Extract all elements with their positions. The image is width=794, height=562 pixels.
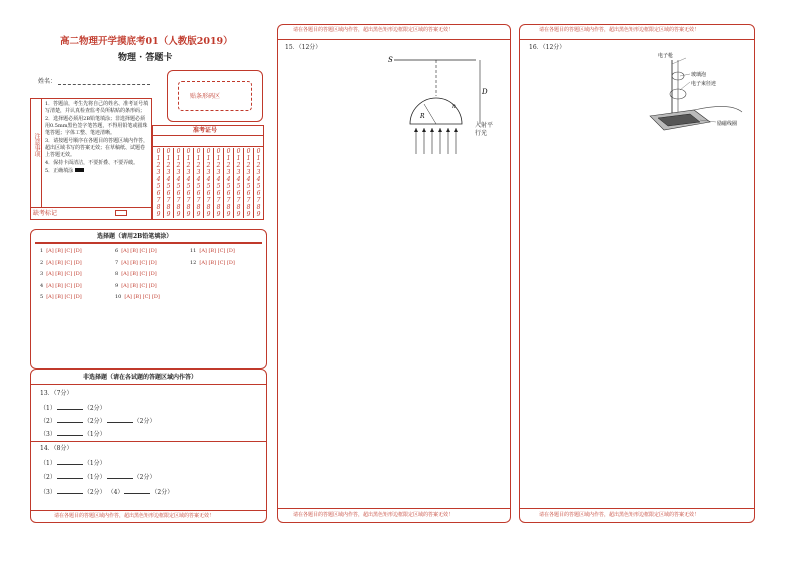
question-number: 12 (190, 259, 197, 266)
digit-bubble[interactable]: 5 (156, 183, 161, 190)
ticket-digit-column[interactable] (254, 148, 264, 218)
digit-bubble[interactable]: 5 (226, 183, 231, 190)
light-label: 入射平行光 (475, 122, 494, 137)
digit-bubble[interactable]: 9 (226, 211, 231, 218)
exam-title: 高二物理开学摸底考01（人教版2019） (60, 36, 233, 47)
digit-bubble[interactable]: 8 (256, 204, 261, 211)
digit-bubble[interactable]: 5 (206, 183, 211, 190)
choice-question[interactable] (115, 271, 157, 277)
digit-bubble[interactable]: 1 (156, 155, 161, 162)
answer-blank[interactable] (107, 417, 133, 423)
digit-bubble[interactable]: 3 (196, 169, 201, 176)
digit-bubble[interactable]: 6 (166, 190, 171, 197)
q15-diagram (380, 52, 500, 156)
digit-bubble[interactable]: 1 (166, 155, 171, 162)
digit-bubble[interactable]: 6 (156, 190, 161, 197)
digit-bubble[interactable]: 3 (216, 169, 221, 176)
digit-bubble[interactable]: 0 (176, 148, 181, 155)
option-bubbles[interactable]: [A] [B] [C] [D] (46, 248, 82, 254)
option-bubbles[interactable]: [A] [B] [C] [D] (124, 294, 160, 300)
digit-bubble[interactable]: 9 (196, 211, 201, 218)
ticket-digit-column[interactable] (194, 148, 204, 218)
digit-bubble[interactable]: 4 (256, 176, 261, 183)
answer-blank[interactable] (57, 488, 83, 494)
choice-question[interactable] (115, 283, 157, 289)
digit-bubble[interactable]: 1 (256, 155, 261, 162)
digit-bubble[interactable]: 4 (186, 176, 191, 183)
answer-blank[interactable] (57, 459, 83, 465)
digit-bubble[interactable]: 4 (206, 176, 211, 183)
choice-question[interactable] (40, 294, 82, 300)
digit-bubble[interactable]: 7 (156, 197, 161, 204)
digit-bubble[interactable]: 3 (156, 169, 161, 176)
option-bubbles[interactable]: [A] [B] [C] [D] (46, 282, 82, 289)
note-item: 4．保持卡面清洁，不要折叠、不要弄破。 (45, 160, 139, 166)
ticket-digit-column[interactable] (244, 148, 254, 218)
choice-question[interactable] (190, 248, 235, 254)
digit-bubble[interactable]: 7 (256, 197, 261, 204)
digit-bubble[interactable]: 6 (186, 190, 191, 197)
choice-header: 选择题（请用2B铅笔填涂） (97, 233, 173, 240)
digit-bubble[interactable]: 1 (216, 155, 221, 162)
question-number: 8 (115, 271, 119, 277)
option-bubbles[interactable]: [A] [B] [C] [D] (121, 259, 157, 266)
warning-text: 请在各题目的答题区域内作答，超出黑色矩形边框限定区域的答案无效！ (293, 27, 454, 33)
digit-bubble[interactable]: 8 (196, 204, 201, 211)
digit-bubble[interactable]: 3 (226, 169, 231, 176)
nonchoice-header: 非选择题（请在各试题的答题区域内作答） (83, 374, 198, 381)
question-number: 11 (190, 248, 197, 254)
digit-bubble[interactable]: 5 (236, 183, 241, 190)
question-number: 9 (115, 282, 119, 289)
answer-blank[interactable] (57, 404, 83, 410)
digit-bubble[interactable]: 5 (256, 183, 261, 190)
ticket-digit-column[interactable] (234, 148, 244, 218)
choice-question[interactable] (40, 260, 82, 266)
digit-bubble[interactable]: 8 (226, 204, 231, 211)
ticket-digit-column[interactable] (164, 148, 174, 218)
filled-mark-icon (75, 168, 84, 172)
note-item: 1．答题前，考生先将自己的姓名、准考证号填写清楚，并认真检查监考员所粘贴的条形码； (45, 101, 149, 114)
note-item: 2．选择题必须用2B铅笔填涂；非选择题必须用0.5mm黑色签字笔答题，不得用铅笔或圆珠笔答题；字体工整、笔迹清晰。 (45, 116, 148, 136)
digit-bubble[interactable]: 9 (166, 211, 171, 218)
digit-bubble[interactable]: 9 (256, 211, 261, 218)
q14-title: 14．（8分） (40, 445, 73, 452)
option-bubbles[interactable]: [A] [B] [C] [D] (121, 248, 157, 254)
digit-bubble[interactable]: 2 (176, 162, 181, 169)
digit-bubble[interactable]: 5 (196, 183, 201, 190)
digit-bubble[interactable]: 7 (186, 197, 191, 204)
ticket-digit-column[interactable] (224, 148, 234, 218)
digit-bubble[interactable]: 8 (166, 204, 171, 211)
digit-bubble[interactable]: 0 (206, 148, 211, 155)
choice-question[interactable] (190, 260, 235, 266)
digit-bubble[interactable]: 8 (206, 204, 211, 211)
digit-bubble[interactable]: 3 (246, 169, 251, 176)
choice-question[interactable] (40, 271, 82, 277)
digit-bubble[interactable]: 6 (226, 190, 231, 197)
choice-question[interactable] (40, 283, 82, 289)
digit-bubble[interactable]: 1 (196, 155, 201, 162)
digit-bubble[interactable]: 0 (236, 148, 241, 155)
note-item: 5．正确填涂 (45, 168, 149, 175)
digit-bubble[interactable]: 7 (176, 197, 181, 204)
digit-bubble[interactable]: 7 (216, 197, 221, 204)
digit-bubble[interactable]: 9 (236, 211, 241, 218)
digit-bubble[interactable]: 6 (246, 190, 251, 197)
digit-bubble[interactable]: 1 (246, 155, 251, 162)
digit-bubble[interactable]: 5 (186, 183, 191, 190)
label-R: R (420, 113, 425, 120)
digit-bubble[interactable]: 9 (156, 211, 161, 218)
option-bubbles[interactable]: [A] [B] [C] [D] (121, 282, 157, 289)
digit-bubble[interactable]: 5 (216, 183, 221, 190)
option-bubbles[interactable]: [A] [B] [C] [D] (46, 294, 82, 300)
digit-bubble[interactable]: 6 (216, 190, 221, 197)
digit-bubble[interactable]: 0 (246, 148, 251, 155)
warning-text: 请在各题目的答题区域内作答，超出黑色矩形边框限定区域的答案无效！ (54, 513, 215, 519)
label-n: n (452, 103, 456, 110)
answer-blank[interactable] (57, 430, 83, 436)
absent-checkbox[interactable] (115, 210, 127, 216)
digit-bubble[interactable]: 8 (176, 204, 181, 211)
notes-panel (30, 98, 152, 220)
digit-bubble[interactable]: 5 (246, 183, 251, 190)
question-number: 6 (115, 248, 119, 254)
question-number: 2 (40, 259, 44, 266)
label-beam: 电子束径迹 (691, 81, 717, 87)
choice-question[interactable] (115, 248, 157, 254)
digit-bubble[interactable]: 2 (236, 162, 241, 169)
ticket-digit-column[interactable] (184, 148, 194, 218)
digit-bubble[interactable]: 3 (176, 169, 181, 176)
digit-bubble[interactable]: 6 (176, 190, 181, 197)
absent-label: 缺考标记 (33, 210, 58, 217)
question-number: 3 (40, 271, 44, 277)
digit-bubble[interactable]: 1 (206, 155, 211, 162)
warning-text: 请在各题目的答题区域内作答，超出黑色矩形边框限定区域的答案无效！ (293, 512, 454, 518)
digit-bubble[interactable]: 8 (216, 204, 221, 211)
digit-bubble[interactable]: 9 (246, 211, 251, 218)
notes-side-label: 注意事项 (33, 133, 40, 157)
digit-bubble[interactable]: 3 (186, 169, 191, 176)
digit-bubble[interactable]: 6 (196, 190, 201, 197)
name-input[interactable] (58, 84, 150, 85)
digit-bubble[interactable]: 3 (256, 169, 261, 176)
digit-bubble[interactable]: 7 (246, 197, 251, 204)
barcode-area: 贴条形码区 (167, 70, 263, 122)
digit-bubble[interactable]: 8 (156, 204, 161, 211)
digit-bubble[interactable]: 8 (236, 204, 241, 211)
question-number: 1 (40, 248, 44, 254)
card-subtitle: 物理 · 答题卡 (118, 53, 173, 63)
digit-bubble[interactable]: 2 (256, 162, 261, 169)
option-bubbles[interactable]: [A] [B] [C] [D] (199, 259, 235, 266)
ticket-digit-column[interactable] (174, 148, 184, 218)
digit-bubble[interactable]: 2 (186, 162, 191, 169)
q15-title: 15．（12分） (285, 44, 322, 51)
digit-bubble[interactable]: 5 (176, 183, 181, 190)
digit-bubble[interactable]: 2 (156, 162, 161, 169)
digit-bubble[interactable]: 4 (226, 176, 231, 183)
digit-bubble[interactable]: 5 (166, 183, 171, 190)
digit-bubble[interactable]: 3 (206, 169, 211, 176)
option-bubbles[interactable]: [A] [B] [C] [D] (46, 271, 82, 277)
digit-bubble[interactable]: 0 (186, 148, 191, 155)
digit-bubble[interactable]: 8 (246, 204, 251, 211)
digit-bubble[interactable]: 0 (166, 148, 171, 155)
digit-bubble[interactable]: 8 (186, 204, 191, 211)
digit-bubble[interactable]: 7 (166, 197, 171, 204)
option-bubbles[interactable]: [A] [B] [C] [D] (121, 271, 157, 277)
warning-text: 请在各题目的答题区域内作答，超出黑色矩形边框限定区域的答案无效！ (539, 27, 700, 33)
digit-bubble[interactable]: 1 (236, 155, 241, 162)
digit-bubble[interactable]: 6 (236, 190, 241, 197)
digit-bubble[interactable]: 2 (246, 162, 251, 169)
digit-bubble[interactable]: 1 (176, 155, 181, 162)
digit-bubble[interactable]: 1 (226, 155, 231, 162)
question-number: 4 (40, 282, 44, 289)
digit-bubble[interactable]: 4 (176, 176, 181, 183)
digit-bubble[interactable]: 0 (156, 148, 161, 155)
digit-bubble[interactable]: 1 (186, 155, 191, 162)
digit-bubble[interactable]: 0 (216, 148, 221, 155)
digit-bubble[interactable]: 2 (166, 162, 171, 169)
label-ball: 玻璃泡 (691, 72, 707, 78)
digit-bubble[interactable]: 9 (176, 211, 181, 218)
digit-bubble[interactable]: 7 (196, 197, 201, 204)
option-bubbles[interactable]: [A] [B] [C] [D] (46, 259, 82, 266)
q16-title: 16．（12分） (529, 44, 566, 51)
digit-bubble[interactable]: 7 (206, 197, 211, 204)
digit-bubble[interactable]: 7 (226, 197, 231, 204)
ticket-digit-column[interactable] (204, 148, 214, 218)
digit-bubble[interactable]: 0 (196, 148, 201, 155)
label-gun: 电子枪 (658, 53, 674, 59)
answer-blank[interactable] (124, 488, 150, 494)
digit-bubble[interactable]: 9 (206, 211, 211, 218)
label-S: S (388, 56, 393, 64)
answer-blank[interactable] (107, 473, 133, 479)
question-number: 10 (115, 294, 122, 300)
answer-blank[interactable] (57, 417, 83, 423)
digit-bubble[interactable]: 4 (246, 176, 251, 183)
ticket-digit-column[interactable] (154, 148, 164, 218)
digit-bubble[interactable]: 4 (236, 176, 241, 183)
label-D: D (482, 88, 488, 96)
question-number: 7 (115, 259, 119, 266)
digit-bubble[interactable]: 2 (206, 162, 211, 169)
digit-bubble[interactable]: 4 (196, 176, 201, 183)
digit-bubble[interactable]: 3 (236, 169, 241, 176)
option-bubbles[interactable]: [A] [B] [C] [D] (199, 248, 235, 254)
digit-bubble[interactable]: 7 (236, 197, 241, 204)
digit-bubble[interactable]: 9 (186, 211, 191, 218)
digit-bubble[interactable]: 3 (166, 169, 171, 176)
digit-bubble[interactable]: 2 (196, 162, 201, 169)
ticket-digit-column[interactable] (214, 148, 224, 218)
answer-blank[interactable] (57, 473, 83, 479)
q13-title: 13．（7分） (40, 390, 73, 397)
digit-bubble[interactable]: 4 (156, 176, 161, 183)
digit-bubble[interactable]: 4 (216, 176, 221, 183)
digit-bubble[interactable]: 6 (256, 190, 261, 197)
digit-bubble[interactable]: 2 (216, 162, 221, 169)
label-coil: 励磁线圈 (717, 121, 738, 127)
digit-bubble[interactable]: 2 (226, 162, 231, 169)
q16-diagram (634, 50, 746, 136)
digit-bubble[interactable]: 4 (166, 176, 171, 183)
digit-bubble[interactable]: 0 (226, 148, 231, 155)
ticket-label: 准考证号 (193, 127, 218, 134)
choice-question[interactable] (40, 248, 82, 254)
choice-question[interactable] (115, 294, 160, 300)
note-item: 3．请按题号顺序在各题目的答题区域内作答，超出区域书写的答案无效；在草稿纸、试题卷上答题无效。 (45, 138, 149, 158)
choice-question[interactable] (115, 260, 157, 266)
warning-text: 请在各题目的答题区域内作答，超出黑色矩形边框限定区域的答案无效！ (539, 512, 700, 518)
question-number: 5 (40, 294, 44, 300)
digit-bubble[interactable]: 9 (216, 211, 221, 218)
name-label: 姓名： (38, 78, 57, 85)
digit-bubble[interactable]: 6 (206, 190, 211, 197)
digit-bubble[interactable]: 0 (256, 148, 261, 155)
